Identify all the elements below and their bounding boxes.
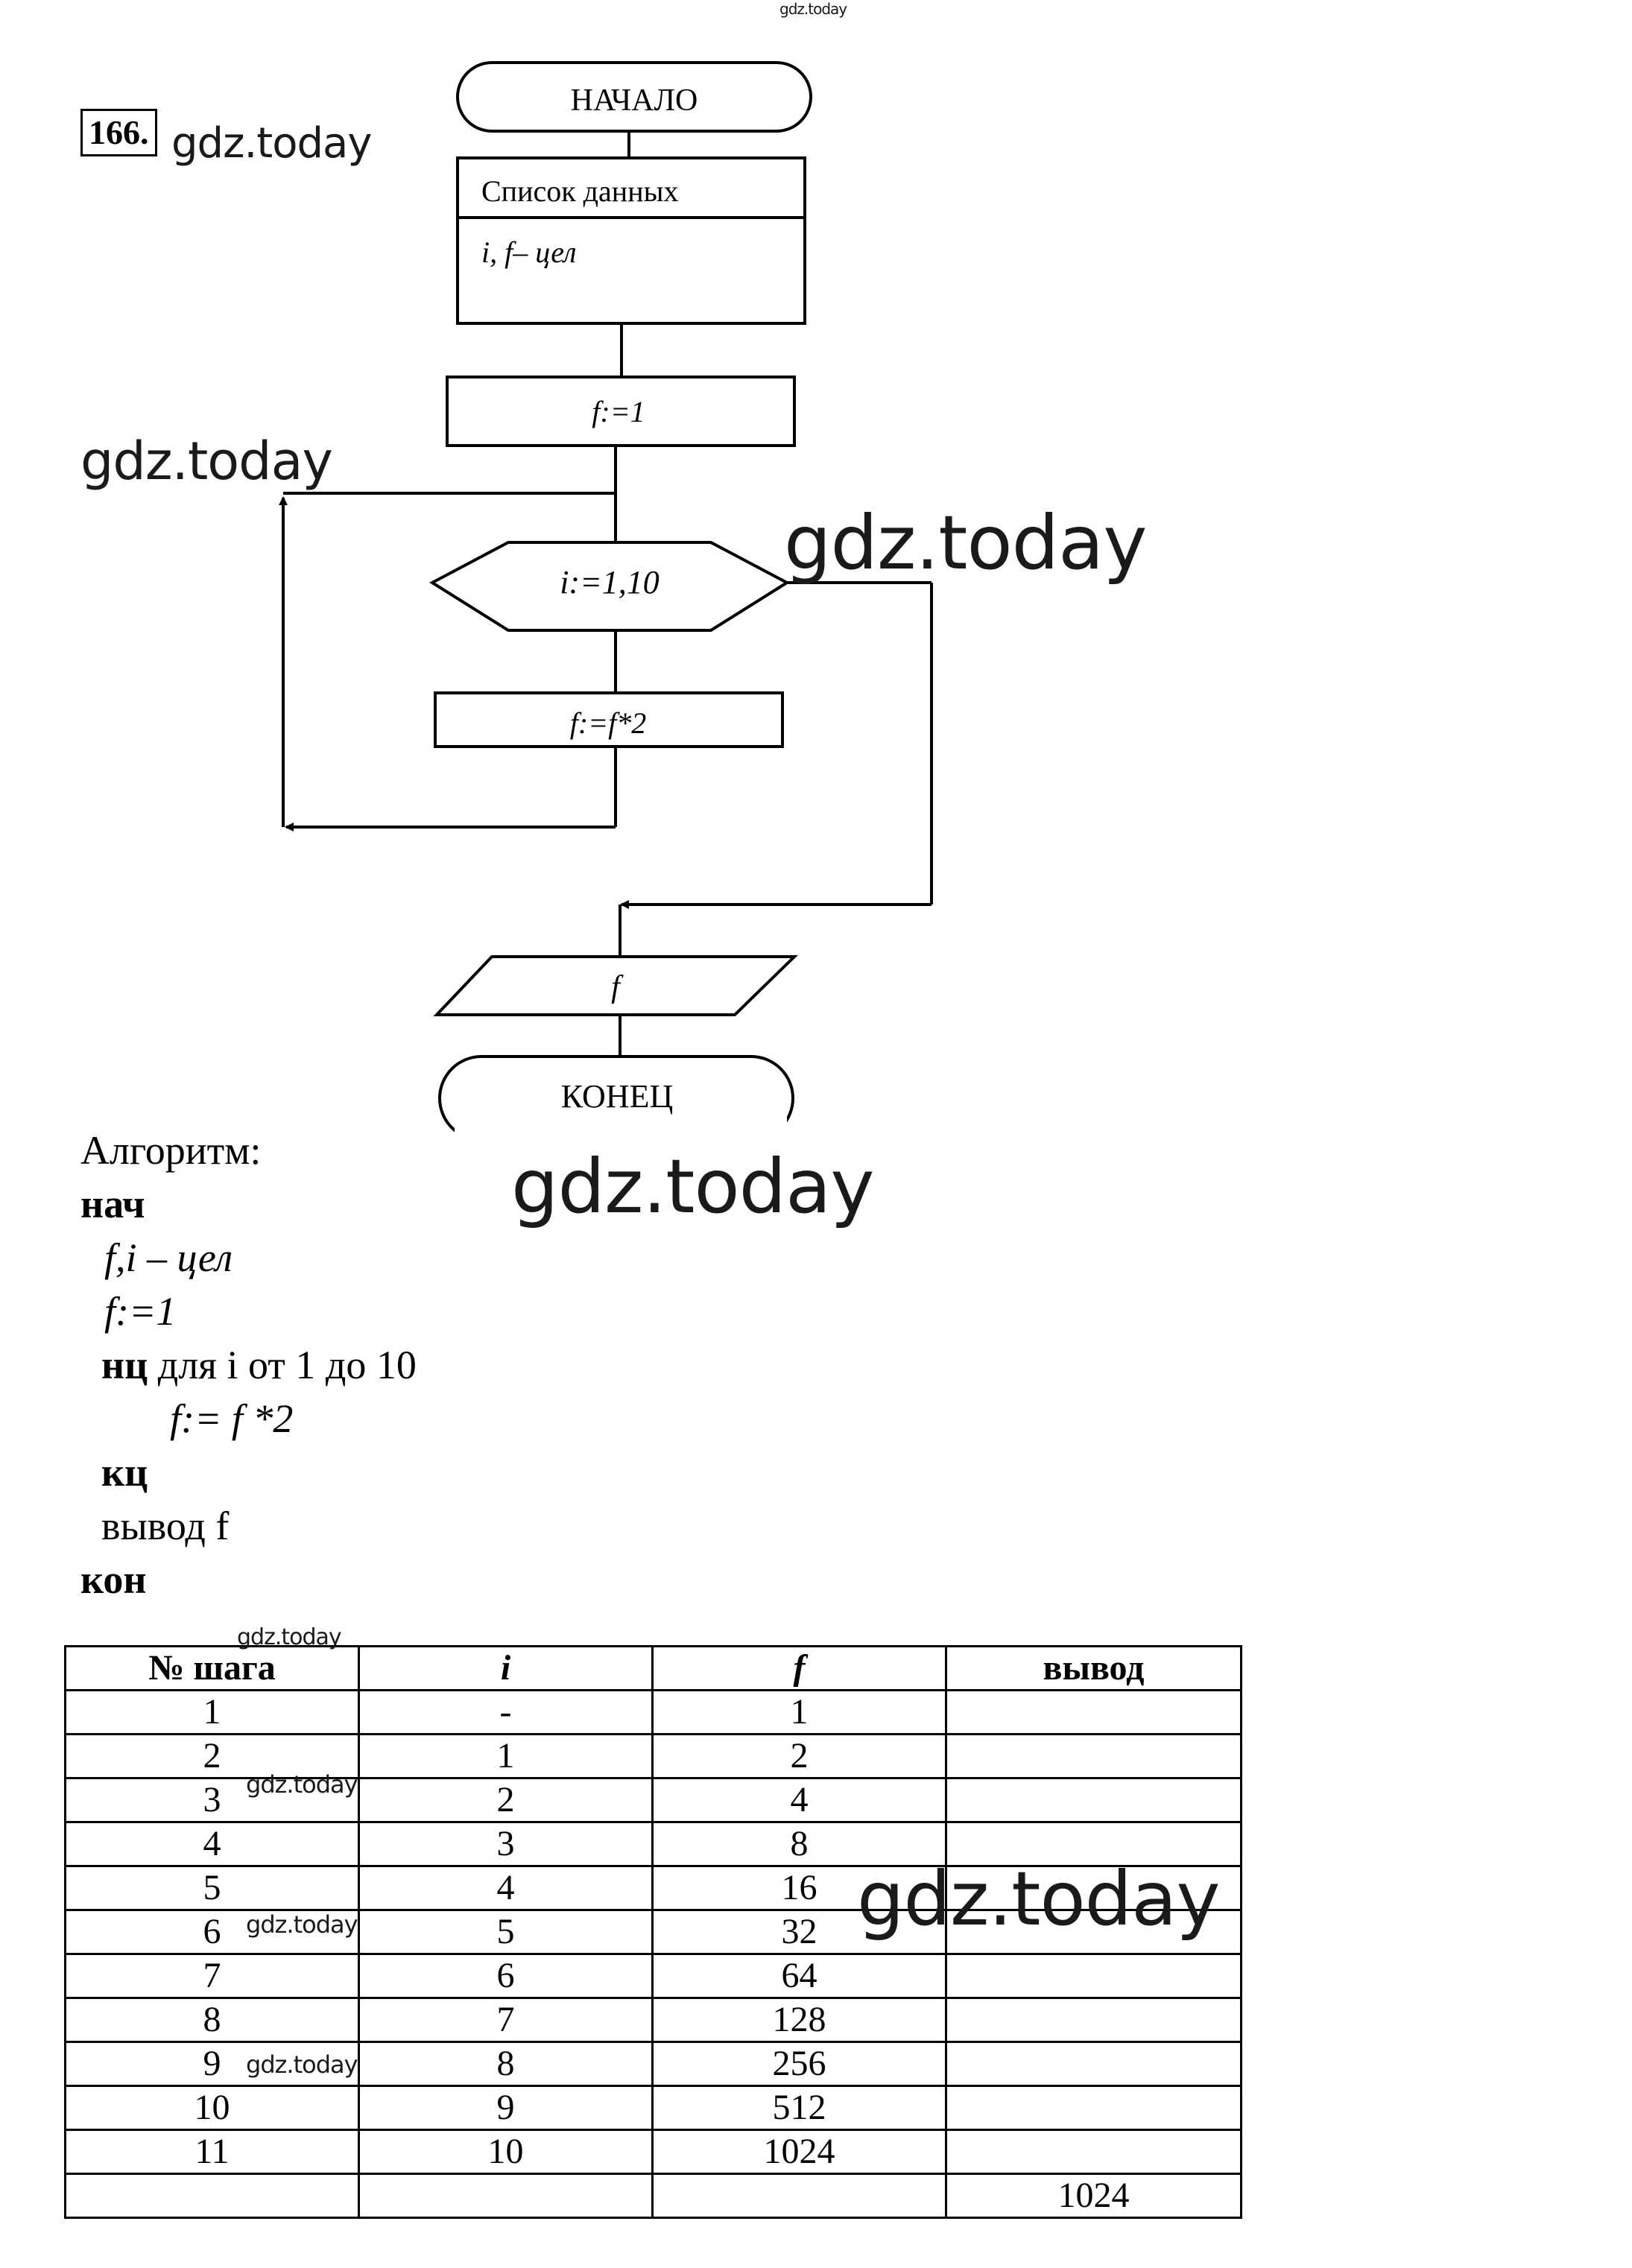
table-cell bbox=[359, 2174, 653, 2218]
table-cell: 2 bbox=[66, 1735, 359, 1778]
algorithm-line-end: кон bbox=[80, 1557, 147, 1602]
algorithm-line-output: вывод f bbox=[101, 1504, 230, 1548]
table-cell bbox=[946, 1778, 1242, 1822]
table-row bbox=[66, 1778, 1242, 1822]
table-cell: 256 bbox=[653, 2042, 946, 2086]
table-cell: 4 bbox=[653, 1778, 946, 1822]
table-row bbox=[66, 1954, 1242, 1998]
table-cell: - bbox=[359, 1691, 653, 1735]
watermark: gdz.today bbox=[246, 1770, 358, 1799]
table-cell bbox=[946, 2042, 1242, 2086]
table-cell: 2 bbox=[653, 1735, 946, 1778]
table-cell: 6 bbox=[359, 1954, 653, 1998]
table-cell: 1 bbox=[66, 1691, 359, 1735]
table-cell: 512 bbox=[653, 2086, 946, 2130]
problem-number: 166. bbox=[80, 109, 157, 156]
table-cell: 4 bbox=[66, 1822, 359, 1866]
table-cell bbox=[946, 1735, 1242, 1778]
init-label: f:=1 bbox=[592, 395, 645, 428]
table-cell bbox=[946, 1998, 1242, 2042]
header-i: i bbox=[359, 1647, 653, 1691]
table-cell bbox=[946, 1691, 1242, 1735]
watermark-top: gdz.today bbox=[779, 0, 847, 18]
table-row bbox=[66, 1691, 1242, 1735]
watermark: gdz.today bbox=[246, 1910, 358, 1939]
algorithm-title: Алгоритм: bbox=[80, 1128, 262, 1173]
table-cell: 1024 bbox=[946, 2174, 1242, 2218]
table-cell: 10 bbox=[359, 2130, 653, 2174]
table-cell bbox=[946, 1954, 1242, 1998]
header-step: № шага bbox=[66, 1647, 359, 1691]
table-cell: 5 bbox=[359, 1910, 653, 1954]
table-cell: 9 bbox=[359, 2086, 653, 2130]
table-cell: 3 bbox=[66, 1778, 359, 1822]
table-cell bbox=[653, 2174, 946, 2218]
algorithm-keyword: нц bbox=[101, 1343, 148, 1387]
table-row bbox=[66, 2086, 1242, 2130]
table-row bbox=[66, 1735, 1242, 1778]
watermark: gdz.today bbox=[857, 1855, 1220, 1942]
table-cell: 6 bbox=[66, 1910, 359, 1954]
watermark: gdz.today bbox=[511, 1143, 874, 1230]
watermark: gdz.today bbox=[171, 119, 372, 168]
algorithm-block bbox=[80, 1124, 417, 1606]
algorithm-line-begin: нач bbox=[80, 1182, 145, 1226]
watermark: gdz.today bbox=[246, 2050, 358, 2079]
table-cell: 7 bbox=[359, 1998, 653, 2042]
loop-label: i:=1,10 bbox=[560, 564, 660, 601]
data-list-title: Список данных bbox=[481, 174, 679, 208]
table-cell bbox=[66, 2174, 359, 2218]
table-cell: 128 bbox=[653, 1998, 946, 2042]
table-row bbox=[66, 2042, 1242, 2086]
table-row bbox=[66, 2130, 1242, 2174]
watermark: gdz.today bbox=[784, 499, 1147, 586]
table-cell: 10 bbox=[66, 2086, 359, 2130]
watermark: gdz.today bbox=[80, 431, 332, 492]
table-cell: 8 bbox=[359, 2042, 653, 2086]
table-cell: 8 bbox=[653, 1822, 946, 1866]
table-cell: 4 bbox=[359, 1866, 653, 1910]
table-cell: 16 bbox=[653, 1866, 946, 1910]
algorithm-line-decl: f,i – цел bbox=[104, 1235, 233, 1280]
table-cell bbox=[946, 2086, 1242, 2130]
table-row bbox=[66, 1998, 1242, 2042]
table-cell: 9 bbox=[66, 2042, 359, 2086]
table-cell: 5 bbox=[66, 1866, 359, 1910]
algorithm-line-loop-end: кц bbox=[101, 1450, 148, 1495]
table-cell: 7 bbox=[66, 1954, 359, 1998]
table-cell: 32 bbox=[653, 1910, 946, 1954]
algorithm-line-init: f:=1 bbox=[104, 1289, 177, 1334]
table-header-row bbox=[66, 1647, 1242, 1691]
table-cell: 3 bbox=[359, 1822, 653, 1866]
start-label: НАЧАЛО bbox=[570, 83, 698, 118]
data-list-vars: i, f– цел bbox=[481, 235, 577, 269]
output-label: f bbox=[611, 970, 620, 1004]
table-cell: 1024 bbox=[653, 2130, 946, 2174]
table-cell: 1 bbox=[359, 1735, 653, 1778]
end-label: КОНЕЦ bbox=[560, 1078, 674, 1115]
table-cell: 2 bbox=[359, 1778, 653, 1822]
algorithm-line-body: f:= f *2 bbox=[170, 1396, 294, 1441]
body-label: f:=f*2 bbox=[569, 706, 647, 740]
header-f: f bbox=[653, 1647, 946, 1691]
watermark: gdz.today bbox=[237, 1624, 341, 1650]
table-cell: 64 bbox=[653, 1954, 946, 1998]
algorithm-line-loop-start bbox=[80, 1338, 417, 1392]
table-cell: 11 bbox=[66, 2130, 359, 2174]
table-row bbox=[66, 2174, 1242, 2218]
algorithm-loop-text: для i от 1 до 10 bbox=[157, 1343, 417, 1387]
table-cell bbox=[946, 2130, 1242, 2174]
header-output: вывод bbox=[946, 1647, 1242, 1691]
table-cell: 1 bbox=[653, 1691, 946, 1735]
table-cell: 8 bbox=[66, 1998, 359, 2042]
